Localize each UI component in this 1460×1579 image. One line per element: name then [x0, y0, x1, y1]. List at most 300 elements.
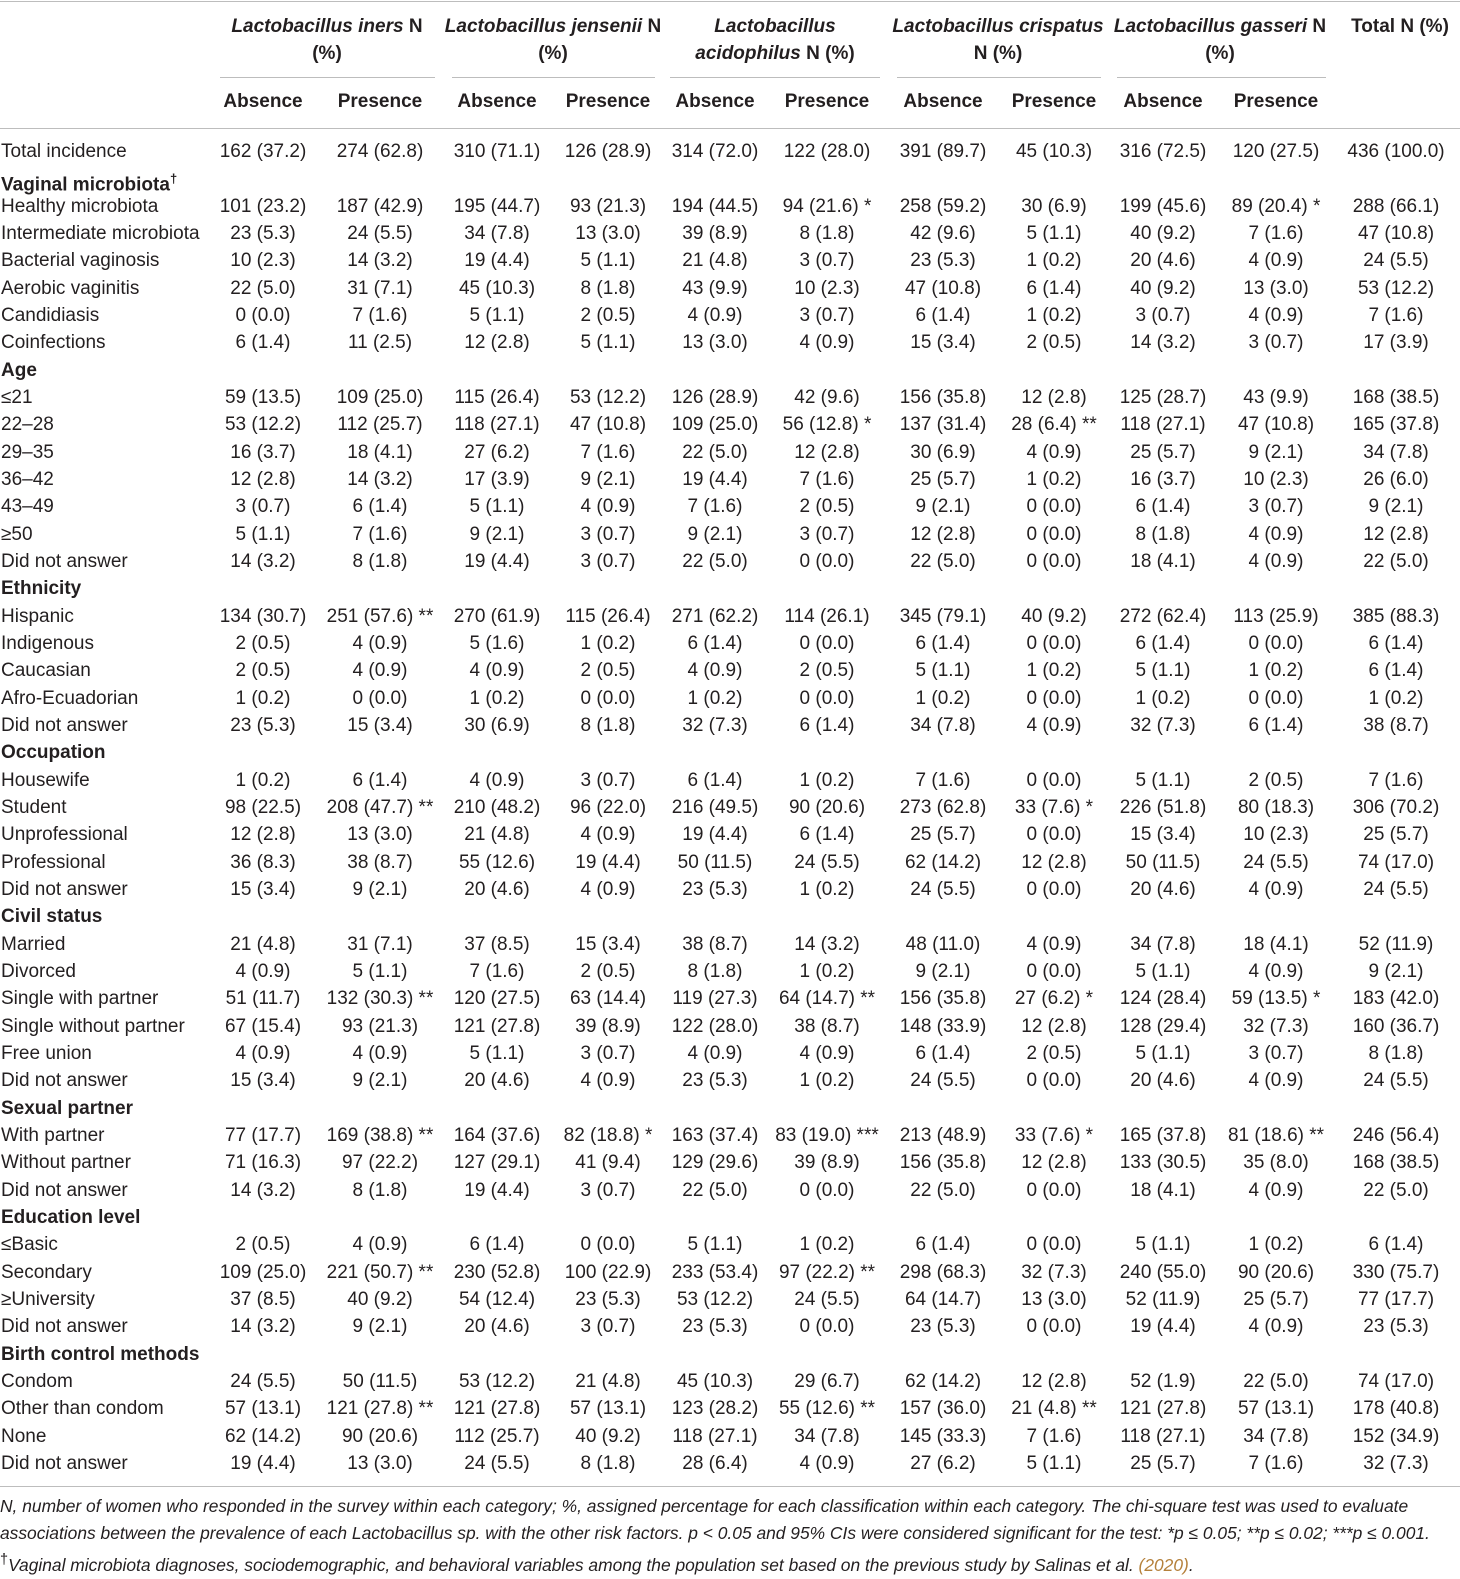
table-cell: 42 (9.6) [794, 386, 860, 408]
table-cell: 37 (8.5) [464, 933, 530, 955]
table-cell: 48 (11.0) [905, 933, 981, 955]
table-cell: 168 (38.5) [1352, 386, 1440, 408]
table-cell: 5 (1.1) [1135, 769, 1191, 791]
table-cell: 163 (37.4) [671, 1124, 759, 1146]
table-cell: 5 (1.1) [1026, 1452, 1082, 1474]
table-cell: 306 (70.2) [1352, 796, 1440, 818]
row-label: Intermediate microbiota [1, 222, 200, 244]
table-cell: 23 (5.3) [682, 1316, 748, 1338]
table-cell: 39 (8.9) [575, 1015, 641, 1037]
table-cell: 52 (11.9) [1358, 933, 1434, 955]
table-cell: 18 (4.1) [1130, 550, 1196, 572]
table-cell: 4 (0.9) [687, 660, 743, 682]
table-cell: 391 (89.7) [899, 141, 987, 162]
row-label: 22–28 [1, 414, 54, 436]
row-label: Healthy microbiota [1, 195, 159, 217]
table-cell: 4 (0.9) [799, 332, 855, 354]
table-cell: 9 (2.1) [352, 1070, 408, 1092]
table-cell: 12 (2.8) [794, 441, 860, 463]
table-cell: 34 (7.8) [1363, 441, 1429, 463]
row-label: Housewife [1, 769, 90, 791]
species-name: Lactobacillus iners [231, 16, 404, 37]
table-cell: 34 (7.8) [794, 1425, 860, 1447]
section-label: Education level [1, 1206, 141, 1228]
table-cell: 3 (0.7) [580, 1316, 636, 1338]
table-cell: 32 (7.3) [1243, 1015, 1309, 1037]
table-cell: 129 (29.6) [671, 1152, 759, 1174]
table-cell: 7 (1.6) [469, 960, 525, 982]
table-cell: 9 (2.1) [687, 523, 743, 545]
table-cell: 5 (1.1) [1026, 222, 1082, 244]
table-cell: 6 (1.4) [1248, 714, 1304, 736]
table-cell: 5 (1.1) [1135, 1234, 1191, 1256]
table-cell: 32 (7.3) [1021, 1261, 1087, 1283]
table-cell: 19 (4.4) [464, 250, 530, 272]
table-cell: 77 (17.7) [224, 1124, 302, 1146]
table-cell: 6 (1.4) [469, 1234, 525, 1256]
table-cell: 56 (12.8) * [782, 414, 872, 436]
table-cell: 7 (1.6) [1248, 1452, 1304, 1474]
row-label: 43–49 [1, 496, 54, 518]
table-cell: 178 (40.8) [1352, 1398, 1440, 1420]
table-cell: 6 (1.4) [1368, 660, 1424, 682]
table-cell: 6 (1.4) [1026, 277, 1082, 299]
table-cell: 19 (4.4) [575, 851, 641, 873]
table-cell: 4 (0.9) [352, 632, 408, 654]
table-cell: 90 (20.6) [341, 1425, 419, 1447]
table-cell: 120 (27.5) [1232, 141, 1320, 162]
table-cell: 9 (2.1) [915, 496, 971, 518]
table-cell: 18 (4.1) [1243, 933, 1309, 955]
table-bottom-rule [0, 1486, 1460, 1487]
table-cell: 20 (4.6) [464, 1070, 530, 1092]
table-cell: 4 (0.9) [1248, 550, 1304, 572]
table-cell: 47 (10.8) [569, 414, 647, 436]
table-cell: 22 (5.0) [1363, 550, 1429, 572]
table-cell: 6 (1.4) [799, 714, 855, 736]
table-cell: 53 (12.2) [1357, 277, 1435, 299]
table-cell: 30 (6.9) [464, 714, 530, 736]
table-cell: 1 (0.2) [1248, 1234, 1304, 1256]
table-cell: 112 (25.7) [337, 414, 423, 436]
table-cell: 4 (0.9) [799, 1452, 855, 1474]
table-cell: 25 (5.7) [1243, 1288, 1309, 1310]
row-label: Student [1, 796, 67, 818]
row-label: Did not answer [1, 550, 128, 572]
table-cell: 122 (28.0) [671, 1015, 759, 1037]
table-cell: 0 (0.0) [1026, 769, 1082, 791]
table-cell: 109 (25.0) [219, 1261, 307, 1283]
table-cell: 3 (0.7) [580, 523, 636, 545]
table-cell: 7 (1.6) [1248, 222, 1304, 244]
table-cell: 4 (0.9) [1248, 878, 1304, 900]
column-group-header [886, 13, 1110, 67]
table-cell: 98 (22.5) [224, 796, 302, 818]
table-cell: 25 (5.7) [1130, 1452, 1196, 1474]
table-cell: 27 (6.2) [910, 1452, 976, 1474]
table-cell: 118 (27.1) [1120, 1425, 1206, 1447]
table-cell: 125 (28.7) [1119, 386, 1207, 408]
table-cell: 5 (1.1) [469, 304, 525, 326]
table-cell: 134 (30.7) [219, 605, 307, 627]
table-cell: 18 (4.1) [1130, 1179, 1196, 1201]
table-cell: 0 (0.0) [1026, 960, 1082, 982]
table-cell: 0 (0.0) [1026, 824, 1082, 846]
table-cell: 19 (4.4) [464, 1179, 530, 1201]
presence-header: Presence [1011, 91, 1097, 112]
table-cell: 109 (25.0) [671, 414, 759, 436]
table-cell: 34 (7.8) [910, 714, 976, 736]
table-cell: 272 (62.4) [1119, 605, 1207, 627]
table-cell: 39 (8.9) [682, 222, 748, 244]
table-cell: 28 (6.4) ** [1011, 414, 1097, 436]
table-cell: 54 (12.4) [458, 1288, 536, 1310]
table-cell: 19 (4.4) [230, 1452, 296, 1474]
group-underline [1117, 77, 1326, 78]
table-cell: 25 (5.7) [910, 468, 976, 490]
row-label: Condom [1, 1370, 73, 1392]
table-cell: 13 (3.0) [347, 1452, 413, 1474]
table-cell: 137 (31.4) [899, 414, 987, 436]
table-cell: 59 (13.5) * [1231, 988, 1321, 1010]
table-cell: 6 (1.4) [235, 332, 291, 354]
table-cell: 4 (0.9) [1248, 1179, 1304, 1201]
absence-header: Absence [457, 91, 537, 112]
table-cell: 14 (3.2) [230, 1179, 296, 1201]
table-cell: 22 (5.0) [910, 550, 976, 572]
table-cell: 14 (3.2) [794, 933, 860, 955]
table-cell: 64 (14.7) [904, 1288, 982, 1310]
table-cell: 23 (5.3) [910, 250, 976, 272]
table-cell: 6 (1.4) [1135, 632, 1191, 654]
absence-header: Absence [675, 91, 755, 112]
row-label: Bacterial vaginosis [1, 250, 160, 272]
table-cell: 21 (4.8) [230, 933, 296, 955]
table-cell: 165 (37.8) [1119, 1124, 1207, 1146]
table-cell: 24 (5.5) [910, 878, 976, 900]
table-cell: 22 (5.0) [230, 277, 296, 299]
table-cell: 1 (0.2) [235, 687, 291, 709]
table-cell: 123 (28.2) [671, 1398, 759, 1420]
table-cell: 246 (56.4) [1352, 1124, 1440, 1146]
table-cell: 288 (66.1) [1352, 195, 1440, 217]
table-cell: 21 (4.8) [575, 1370, 641, 1392]
table-cell: 25 (5.7) [1130, 441, 1196, 463]
table-cell: 1 (0.2) [580, 632, 636, 654]
table-cell: 4 (0.9) [1026, 714, 1082, 736]
table-cell: 4 (0.9) [1248, 304, 1304, 326]
table-cell: 77 (17.7) [1357, 1288, 1435, 1310]
table-cell: 2 (0.5) [1026, 332, 1082, 354]
table-cell: 7 (1.6) [687, 496, 743, 518]
section-heading [1, 578, 81, 600]
header-unit: N (%) [312, 16, 423, 64]
table-cell: 128 (29.4) [1119, 1015, 1207, 1037]
row-label: Married [1, 933, 66, 955]
table-cell: 9 (2.1) [469, 523, 525, 545]
table-cell: 24 (5.5) [1363, 878, 1429, 900]
table-cell: 4 (0.9) [352, 1234, 408, 1256]
table-cell: 8 (1.8) [580, 1452, 636, 1474]
table-cell: 62 (14.2) [904, 1370, 982, 1392]
table-cell: 226 (51.8) [1119, 796, 1207, 818]
table-cell: 24 (5.5) [1363, 1070, 1429, 1092]
table-cell: 55 (12.6) ** [778, 1398, 876, 1420]
table-cell: 35 (8.0) [1243, 1152, 1309, 1174]
table-cell: 52 (1.9) [1130, 1370, 1196, 1392]
row-label: Total incidence [1, 141, 127, 162]
table-cell: 57 (13.1) [224, 1398, 302, 1420]
table-cell: 7 (1.6) [352, 523, 408, 545]
column-group-header [1108, 13, 1332, 67]
table-cell: 37 (8.5) [230, 1288, 296, 1310]
total-column-header: Total N (%) [1351, 16, 1449, 37]
table-cell: 4 (0.9) [469, 769, 525, 791]
section-heading [1, 1207, 140, 1229]
table-cell: 5 (1.1) [580, 250, 636, 272]
table-cell: 3 (0.7) [1248, 332, 1304, 354]
table-cell: 162 (37.2) [219, 141, 307, 162]
table-cell: 45 (10.3) [1015, 141, 1093, 162]
species-name: Lactobacillus acidophilus [695, 16, 836, 64]
table-cell: 19 (4.4) [1130, 1316, 1196, 1338]
table-cell: 1 (0.2) [799, 769, 855, 791]
table-cell: 10 (2.3) [794, 277, 860, 299]
table-cell: 10 (2.3) [1243, 824, 1309, 846]
table-cell: 25 (5.7) [910, 824, 976, 846]
table-cell: 1 (0.2) [799, 1070, 855, 1092]
table-cell: 74 (17.0) [1357, 851, 1435, 873]
table-cell: 330 (75.7) [1352, 1261, 1440, 1283]
table-cell: 6 (1.4) [915, 632, 971, 654]
table-cell: 6 (1.4) [352, 496, 408, 518]
table-cell: 83 (19.0) *** [775, 1124, 879, 1146]
table-cell: 96 (22.0) [569, 796, 647, 818]
column-group-header [663, 13, 887, 67]
row-label: Secondary [1, 1261, 92, 1283]
row-label: With partner [1, 1124, 105, 1146]
table-cell: 119 (27.3) [672, 988, 758, 1010]
row-label: Did not answer [1, 714, 128, 736]
table-cell: 30 (6.9) [910, 441, 976, 463]
table-cell: 258 (59.2) [899, 195, 987, 217]
row-label: Coinfections [1, 332, 106, 354]
table-cell: 3 (0.7) [799, 304, 855, 326]
table-cell: 221 (50.7) ** [326, 1261, 434, 1283]
table-cell: 20 (4.6) [464, 1316, 530, 1338]
table-cell: 3 (0.7) [799, 523, 855, 545]
table-cell: 273 (62.8) [899, 796, 987, 818]
table-cell: 122 (28.0) [783, 141, 871, 162]
table-cell: 2 (0.5) [235, 632, 291, 654]
footnote-year-link[interactable]: (2020) [1138, 1554, 1189, 1575]
table-cell: 148 (33.9) [899, 1015, 987, 1037]
table-cell: 20 (4.6) [1130, 1070, 1196, 1092]
table-cell: 5 (1.1) [915, 660, 971, 682]
table-cell: 7 (1.6) [799, 468, 855, 490]
table-cell: 3 (0.7) [580, 1042, 636, 1064]
table-cell: 0 (0.0) [1248, 687, 1304, 709]
table-cell: 2 (0.5) [799, 660, 855, 682]
table-cell: 168 (38.5) [1352, 1152, 1440, 1174]
table-cell: 42 (9.6) [910, 222, 976, 244]
table-cell: 121 (27.8) [1119, 1398, 1207, 1420]
table-cell: 0 (0.0) [1026, 496, 1082, 518]
table-cell: 4 (0.9) [580, 878, 636, 900]
table-cell: 16 (3.7) [1130, 468, 1196, 490]
table-cell: 7 (1.6) [580, 441, 636, 463]
group-underline [452, 77, 655, 78]
table-cell: 21 (4.8) [464, 824, 530, 846]
table-cell: 34 (7.8) [1243, 1425, 1309, 1447]
table-cell: 2 (0.5) [235, 1234, 291, 1256]
table-cell: 133 (30.5) [1119, 1152, 1207, 1174]
table-cell: 7 (1.6) [1026, 1425, 1082, 1447]
table-cell: 19 (4.4) [682, 824, 748, 846]
table-cell: 4 (0.9) [580, 496, 636, 518]
table-cell: 12 (2.8) [464, 332, 530, 354]
table-cell: 40 (9.2) [575, 1425, 641, 1447]
presence-header: Presence [565, 91, 651, 112]
table-cell: 93 (21.3) [341, 1015, 419, 1037]
table-cell: 5 (1.1) [235, 523, 291, 545]
table-cell: 169 (38.8) ** [326, 1124, 434, 1146]
table-cell: 0 (0.0) [799, 687, 855, 709]
table-cell: 90 (20.6) [788, 796, 866, 818]
header-unit: N (%) [806, 43, 855, 64]
table-cell: 100 (22.9) [564, 1261, 652, 1283]
table-cell: 47 (10.8) [904, 277, 982, 299]
table-cell: 97 (22.2) ** [778, 1261, 876, 1283]
table-cell: 0 (0.0) [235, 304, 291, 326]
table-cell: 0 (0.0) [799, 1179, 855, 1201]
table-cell: 40 (9.2) [1130, 277, 1196, 299]
row-label: Aerobic vaginitis [1, 277, 140, 299]
table-cell: 9 (2.1) [352, 1316, 408, 1338]
table-cell: 112 (25.7) [454, 1425, 540, 1447]
table-cell: 314 (72.0) [671, 141, 759, 162]
table-cell: 233 (53.4) [671, 1261, 759, 1283]
table-cell: 3 (0.7) [580, 769, 636, 791]
table-cell: 97 (22.2) [341, 1152, 419, 1174]
table-cell: 64 (14.7) ** [778, 988, 876, 1010]
row-label: Did not answer [1, 1070, 128, 1092]
table-cell: 12 (2.8) [1021, 851, 1087, 873]
section-heading [1, 742, 106, 764]
table-cell: 30 (6.9) [1021, 195, 1087, 217]
table-cell: 9 (2.1) [580, 468, 636, 490]
table-cell: 4 (0.9) [1026, 441, 1082, 463]
section-label: Civil status [1, 906, 103, 928]
row-label: Single with partner [1, 988, 159, 1010]
table-cell: 0 (0.0) [1248, 632, 1304, 654]
section-heading [1, 1344, 199, 1366]
table-cell: 3 (0.7) [580, 1179, 636, 1201]
table-cell: 113 (25.9) [1233, 605, 1319, 627]
table-cell: 5 (1.1) [1135, 960, 1191, 982]
presence-header: Presence [337, 91, 423, 112]
table-cell: 6 (1.4) [915, 304, 971, 326]
table-cell: 4 (0.9) [352, 660, 408, 682]
table-cell: 187 (42.9) [336, 195, 424, 217]
table-cell: 31 (7.1) [347, 277, 413, 299]
table-cell: 74 (17.0) [1357, 1370, 1435, 1392]
table-cell: 27 (6.2) [464, 441, 530, 463]
table-cell: 118 (27.1) [672, 1425, 758, 1447]
footnote-abbreviations: N, number of women who responded in the survey within each category; %, assigned percentage for each classification within each category. The chi-square test was used to evaluate associations between the prevalence of each Lactobacillus sp. with the other risk factors. p < 0.05 and 95% CIs were considered significant for the test: *p ≤ 0.05; **p ≤ 0.02; ***p ≤ 0.001. [0, 1496, 1430, 1543]
column-group-header [215, 13, 439, 67]
table-cell: 53 (12.2) [569, 386, 647, 408]
table-cell: 22 (5.0) [682, 550, 748, 572]
table-cell: 24 (5.5) [910, 1070, 976, 1092]
table-cell: 24 (5.5) [1363, 250, 1429, 272]
table-cell: 24 (5.5) [794, 851, 860, 873]
table-cell: 15 (3.4) [230, 1070, 296, 1092]
table-cell: 1 (0.2) [1135, 687, 1191, 709]
presence-header: Presence [784, 91, 870, 112]
section-label: Sexual partner [1, 1097, 133, 1119]
table-cell: 230 (52.8) [453, 1261, 541, 1283]
table-cell: 4 (0.9) [799, 1042, 855, 1064]
table-cell: 12 (2.8) [1021, 1370, 1087, 1392]
section-label: Birth control methods [1, 1343, 200, 1365]
table-cell: 164 (37.6) [453, 1124, 541, 1146]
table-cell: 0 (0.0) [1026, 550, 1082, 572]
table-cell: 17 (3.9) [1363, 332, 1429, 354]
table-cell: 2 (0.5) [235, 660, 291, 682]
table-cell: 10 (2.3) [230, 250, 296, 272]
section-heading [1, 360, 37, 382]
table-cell: 25 (5.7) [1363, 824, 1429, 846]
row-label: Single without partner [1, 1015, 185, 1037]
table-cell: 1 (0.2) [687, 687, 743, 709]
table-cell: 8 (1.8) [687, 960, 743, 982]
table-cell: 0 (0.0) [1026, 523, 1082, 545]
table-cell: 156 (35.8) [899, 1152, 987, 1174]
table-cell: 4 (0.9) [352, 1042, 408, 1064]
table-cell: 6 (1.4) [1135, 496, 1191, 518]
table-cell: 14 (3.2) [1130, 332, 1196, 354]
table-cell: 6 (1.4) [687, 769, 743, 791]
table-cell: 13 (3.0) [1243, 277, 1309, 299]
table-cell: 12 (2.8) [1363, 523, 1429, 545]
table-cell: 47 (10.8) [1357, 222, 1435, 244]
table-cell: 0 (0.0) [580, 1234, 636, 1256]
table-cell: 24 (5.5) [1243, 851, 1309, 873]
table-cell: 157 (36.0) [899, 1398, 987, 1420]
row-label: Hispanic [1, 605, 74, 627]
table-cell: 4 (0.9) [1026, 933, 1082, 955]
footnote-period: . [1188, 1554, 1194, 1575]
group-underline [220, 77, 435, 78]
table-cell: 14 (3.2) [230, 1316, 296, 1338]
table-cell: 14 (3.2) [347, 468, 413, 490]
table-cell: 45 (10.3) [676, 1370, 754, 1392]
table-cell: 27 (6.2) * [1014, 988, 1094, 1010]
section-label: Vaginal microbiota [1, 174, 170, 196]
footnote-source [0, 1547, 1460, 1579]
table-cell: 126 (28.9) [671, 386, 759, 408]
table-cell: 0 (0.0) [1026, 1234, 1082, 1256]
table-cell: 4 (0.9) [1248, 523, 1304, 545]
table-cell: 195 (44.7) [453, 195, 541, 217]
table-cell: 1 (0.2) [799, 878, 855, 900]
table-cell: 118 (27.1) [454, 414, 540, 436]
table-cell: 0 (0.0) [1026, 632, 1082, 654]
table-footnote [0, 1493, 1460, 1579]
row-label: Unprofessional [1, 824, 128, 846]
table-cell: 4 (0.9) [235, 960, 291, 982]
